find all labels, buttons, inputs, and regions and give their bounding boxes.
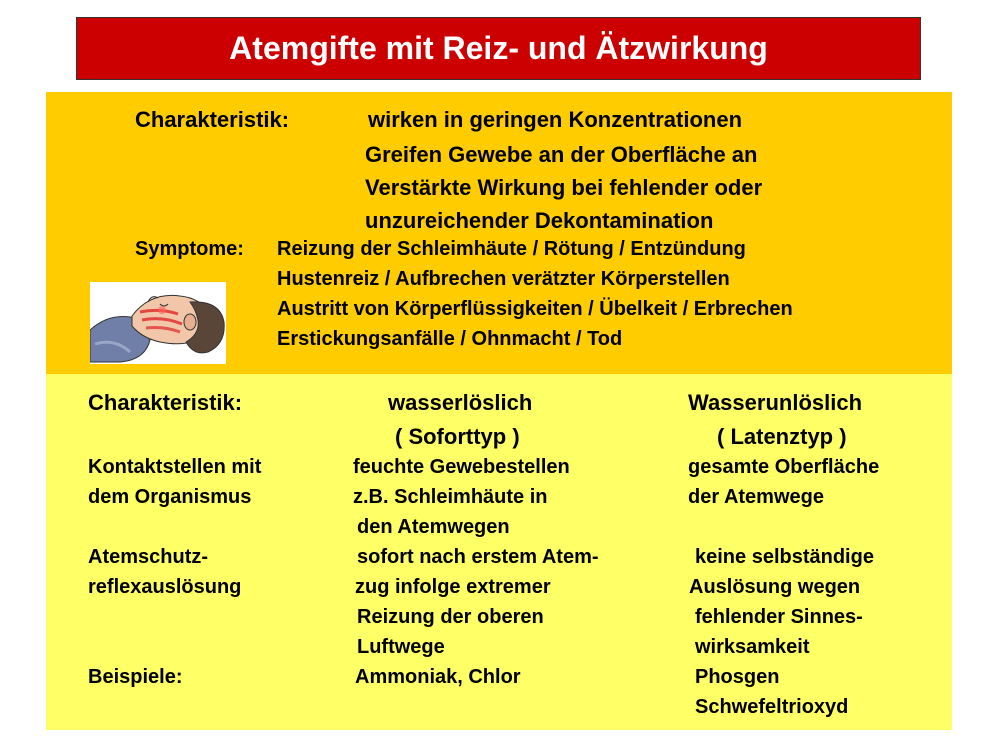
symptoms-label: Symptome: <box>135 238 244 260</box>
column-subheader-insoluble: ( Latenztyp ) <box>717 424 847 449</box>
column-subheader-soluble: ( Soforttyp ) <box>395 424 520 449</box>
table-cell: Schwefeltrioxyd <box>695 696 849 718</box>
table-cell: zug infolge extremer <box>355 576 551 598</box>
row-label: reflexauslösung <box>88 576 242 598</box>
characteristic-label: Charakteristik: <box>135 107 290 132</box>
characteristic-line: Verstärkte Wirkung bei fehlender oder <box>365 175 763 200</box>
symptom-line: Erstickungsanfälle / Ohnmacht / Tod <box>277 328 623 350</box>
table-cell: Reizung der oberen <box>357 606 544 628</box>
table-cell: gesamte Oberfläche <box>688 456 880 478</box>
symptom-line: Reizung der Schleimhäute / Rötung / Entzündung <box>277 238 746 260</box>
column-header-soluble: wasserlöslich <box>388 390 533 415</box>
title-banner <box>76 17 921 80</box>
table-cell: feuchte Gewebestellen <box>353 456 570 478</box>
table-cell: Auslösung wegen <box>689 576 861 598</box>
symptom-line: Hustenreiz / Aufbrechen verätzter Körperstellen <box>277 268 730 290</box>
symptom-line: Austritt von Körperflüssigkeiten / Übelkeit / Erbrechen <box>277 298 793 320</box>
row-label: Atemschutz- <box>88 546 209 568</box>
characteristic-line: wirken in geringen Konzentrationen <box>368 107 743 132</box>
table-cell: Phosgen <box>695 666 780 688</box>
table-cell: z.B. Schleimhäute in <box>353 486 548 508</box>
table-cell: sofort nach erstem Atem- <box>357 546 599 568</box>
column-header-insoluble: Wasserunlöslich <box>688 390 863 415</box>
page-title: Atemgifte mit Reiz- und Ätzwirkung <box>229 30 768 66</box>
row-label: Kontaktstellen mit <box>88 456 262 478</box>
patient-illustration <box>90 282 226 364</box>
table-cell: wirksamkeit <box>695 636 810 658</box>
table-cell: den Atemwegen <box>357 516 510 538</box>
row-label: dem Organismus <box>88 486 252 508</box>
table-cell: Ammoniak, Chlor <box>355 666 521 688</box>
table-header-label: Charakteristik: <box>88 390 243 415</box>
table-cell: keine selbständige <box>695 546 874 568</box>
characteristic-line: unzureichender Dekontamination <box>365 208 714 233</box>
row-label: Beispiele: <box>88 666 183 688</box>
table-cell: der Atemwege <box>688 486 824 508</box>
table-cell: Luftwege <box>357 636 445 658</box>
characteristic-line: Greifen Gewebe an der Oberfläche an <box>365 142 758 167</box>
table-cell: fehlender Sinnes- <box>695 606 863 628</box>
